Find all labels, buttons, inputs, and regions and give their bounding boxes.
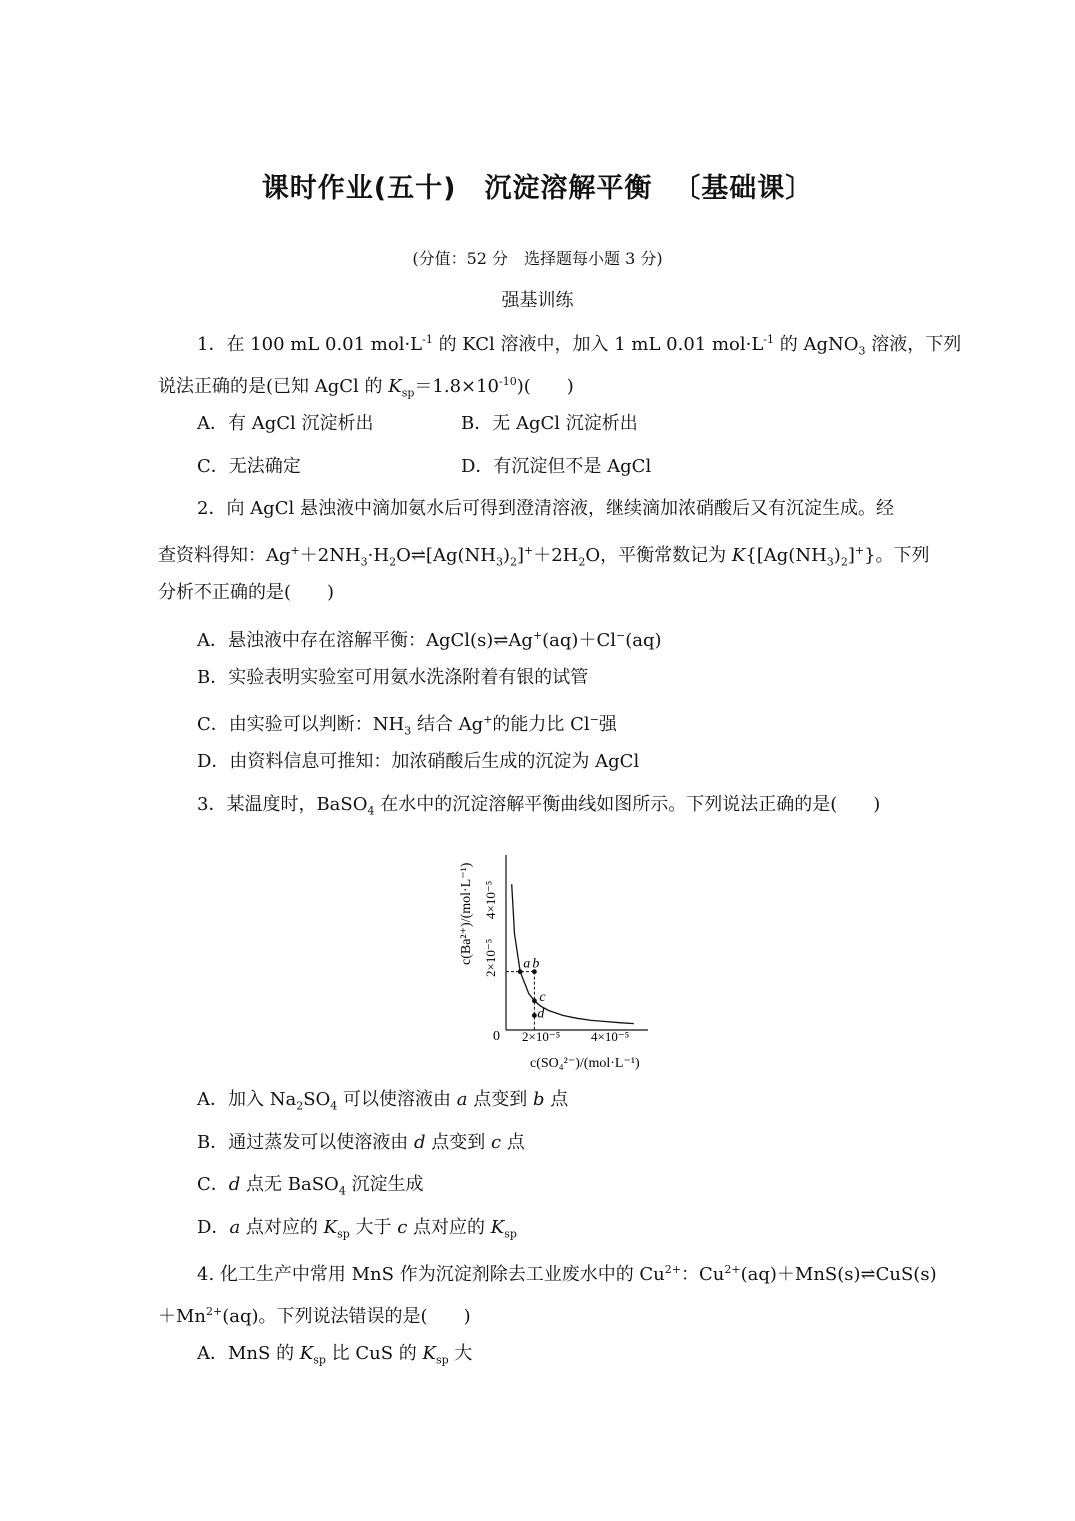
q3-option-a: A．加入 $Na_2SO_4$ 可以使溶液由 a 点变到 b 点	[197, 1089, 569, 1113]
page-title: 课时作业(五十) 沉淀溶解平衡 〔基础课〕	[261, 173, 814, 204]
solubility-curve	[512, 884, 634, 1023]
q3-stem: 3．某温度时，BaSO$_4$ 在水中的沉淀溶解平衡曲线如图所示。下列说法正确的是( )	[197, 794, 881, 818]
q4-option-a: A．MnS 的 $K_{sp}$ 比 CuS 的 $K_{sp}$ 大	[197, 1343, 473, 1367]
point-label-b: b	[532, 956, 540, 972]
q2-option-c: C．由实验可以判断：$NH_3$ 结合 Ag+的能力比 Cl−强	[197, 713, 617, 738]
q2-stem-line3: 分析不正确的是( )	[158, 582, 335, 603]
point-label-c: c	[539, 989, 546, 1005]
point-a	[518, 969, 523, 974]
point-label-a: a	[523, 956, 531, 972]
section-heading: 强基训练	[501, 290, 574, 311]
q2-option-b: B．实验表明实验室可用氨水洗涤附着有银的试管	[197, 667, 589, 688]
q4-stem-line1: 4. 化工生产中常用 MnS 作为沉淀剂除去工业废水中的 $Cu^{2+}$：$Cu^{2+}(aq)+MnS(s)\rightleftharpoons CuS(s)$	[197, 1263, 937, 1285]
point-label-d: d	[537, 1006, 545, 1022]
point-d	[532, 1013, 537, 1018]
baso4-solubility-chart	[448, 835, 678, 1075]
point-c	[532, 998, 537, 1003]
q2-option-d: D．由资料信息可推知：加浓硝酸后生成的沉淀为 AgCl	[197, 751, 640, 772]
q3-option-d: D．a 点对应的 $K_{sp}$ 大于 c 点对应的 $K_{sp}$	[197, 1217, 517, 1241]
q3-option-b: B．通过蒸发可以使溶液由 d 点变到 c 点	[197, 1132, 525, 1153]
x-tick-label-1: 2×10⁻⁵	[522, 1029, 561, 1044]
q2-option-a: A．悬浊液中存在溶解平衡：AgCl(s)⇌Ag+(aq)＋Cl−(aq)	[197, 629, 662, 651]
origin-label: 0	[493, 1029, 500, 1044]
x-axis-label: c(SO₄²⁻)/(mol·L⁻¹)	[530, 1056, 640, 1071]
score-note: (分值：52 分 选择题每小题 3 分)	[412, 249, 663, 268]
q1-stem-line2: 说法正确的是(已知 AgCl 的 $K_{sp}=1.8\times 10^{-10}$)( )	[158, 375, 574, 400]
y-axis-label: c(Ba²⁺)/(mol·L⁻¹)	[459, 862, 474, 965]
q1-option-c: C．无法确定	[197, 456, 301, 477]
q1-option-a: A．有 AgCl 沉淀析出	[197, 413, 374, 434]
y-tick-label-2: 4×10⁻⁵	[483, 880, 498, 919]
q3-option-c: C．d 点无 BaSO$_4$ 沉淀生成	[197, 1174, 424, 1198]
q2-stem-line2: 查资料得知：$Ag^++2NH_3\cdot H_2O\rightleftharpoons[Ag(NH_3)_2]^++2H_2O$，平衡常数记为 $K\{[Ag(NH_3)_2]^+\}$。下列	[158, 544, 930, 569]
q1-option-d: D．有沉淀但不是 AgCl	[461, 456, 652, 477]
x-tick-label-2: 4×10⁻⁵	[591, 1029, 630, 1044]
q1-option-b: B．无 AgCl 沉淀析出	[461, 413, 638, 434]
y-tick-label-1: 2×10⁻⁵	[483, 938, 498, 977]
q4-stem-line2: $+Mn^{2+}(aq)$。下列说法错误的是( )	[158, 1305, 471, 1327]
q2-stem-line1: 2．向 AgCl 悬浊液中滴加氨水后可得到澄清溶液，继续滴加浓硝酸后又有沉淀生成。经	[197, 498, 894, 519]
chart-axes	[506, 855, 648, 1030]
q1-stem-line1: 1．在 100 mL 0.01 $mol\cdot L^{-1}$ 的 KCl 溶液中，加入 1 mL 0.01 $mol\cdot L^{-1}$ 的 AgNO$_3$ 溶液，下列	[197, 333, 962, 358]
